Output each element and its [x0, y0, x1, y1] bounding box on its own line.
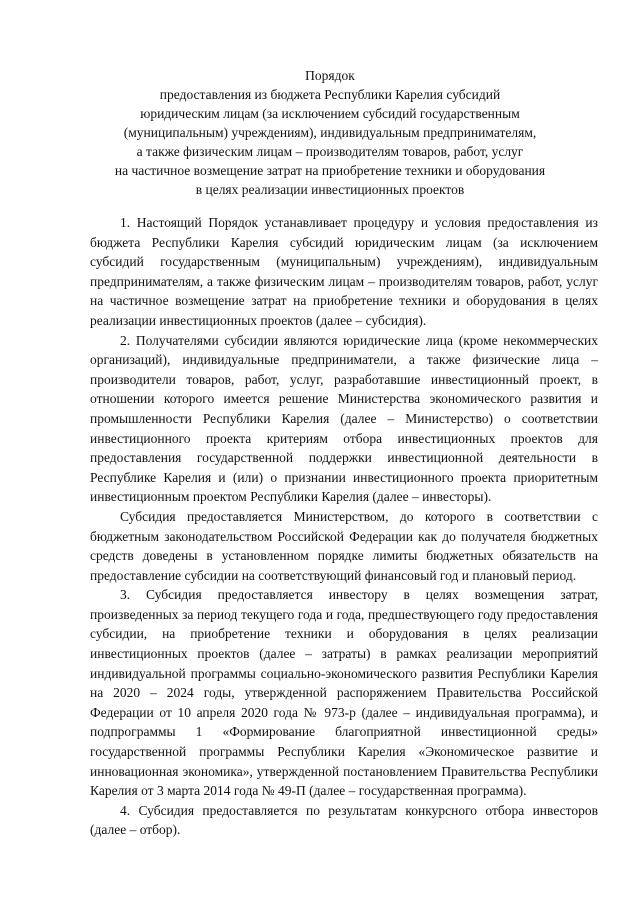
title-line-5: а также физическим лицам – производителям товаров, работ, услуг [136, 144, 524, 159]
title-line-3: юридическим лицам (за исключением субсидий государственным [140, 106, 520, 121]
paragraph-3: 3. Субсидия предоставляется инвестору в целях возмещения затрат, произведенных за период текущего года и года, предшествующего году предоставления субсидии, на приобретение техники и оборудования в целях реализации инвестиционных проектов (далее – затраты) в рамках реализации мероприятий индивидуальной программы социально-экономического развития Республики Карелия на 2020 – 2024 годы, утвержденной распоряжением Правительства Российской Федерации от 10 апреля 2020 года № 973-р (далее – индивидуальная программа), и подпрограммы 1 «Формирование благоприятной инвестиционной среды» государственной программы Республики Карелия «Экономическое развитие и инновационная экономика», утвержденной постановлением Правительства Республики Карелия от 3 марта 2014 года № 49-П (далее – государственная программа). [90, 587, 598, 799]
document-title [80, 66, 580, 199]
document-body [90, 213, 598, 840]
paragraph-1: 1. Настоящий Порядок устанавливает процедуру и условия предоставления из бюджета Республики Карелия субсидий юридическим лицам (за исключением субсидий государственным (муниципальным) учреждениям), индивидуальным предпринимателям, а также физическим лицам – производителям товаров, работ, услуг на частичное возмещение затрат на приобретение техники и оборудования в целях реализации инвестиционных проектов (далее – субсидия). [90, 215, 598, 328]
title-line-6: на частичное возмещение затрат на приобретение техники и оборудования [114, 163, 546, 178]
title-line-7: в целях реализации инвестиционных проектов [195, 182, 465, 197]
title-line-4: (муниципальным) учреждениям), индивидуальным предпринимателям, [123, 125, 537, 140]
title-line-2: предоставления из бюджета Республики Карелия субсидий [159, 87, 501, 102]
paragraph-2-continued: Субсидия предоставляется Министерством, до которого в соответствии с бюджетным законодательством Российской Федерации как до получателя бюджетных средств доведены в установленном порядке лимиты бюджетных обязательств на предоставление субсидии на соответствующий финансовый год и плановый период. [90, 508, 598, 583]
paragraph-4: 4. Субсидия предоставляется по результатам конкурсного отбора инвесторов (далее – отбор). [90, 802, 598, 838]
title-line-1: Порядок [305, 68, 355, 83]
paragraph-2: 2. Получателями субсидии являются юридические лица (кроме некоммерческих организаций), индивидуальные предприниматели, а также физические лица – производители товаров, работ, услуг, разработавшие инвестиционный проект, в отношении которого имеется решение Министерства экономического развития и промышленности Республики Карелия (далее – Министерство) о соответствии инвестиционного проекта критериям отбора инвестиционных проектов для предоставления государственной поддержки инвестиционной деятельности в Республике Карелия и (или) о признании инвестиционного проекта приоритетным инвестиционным проектом Республики Карелия (далее – инвесторы). [90, 332, 598, 505]
